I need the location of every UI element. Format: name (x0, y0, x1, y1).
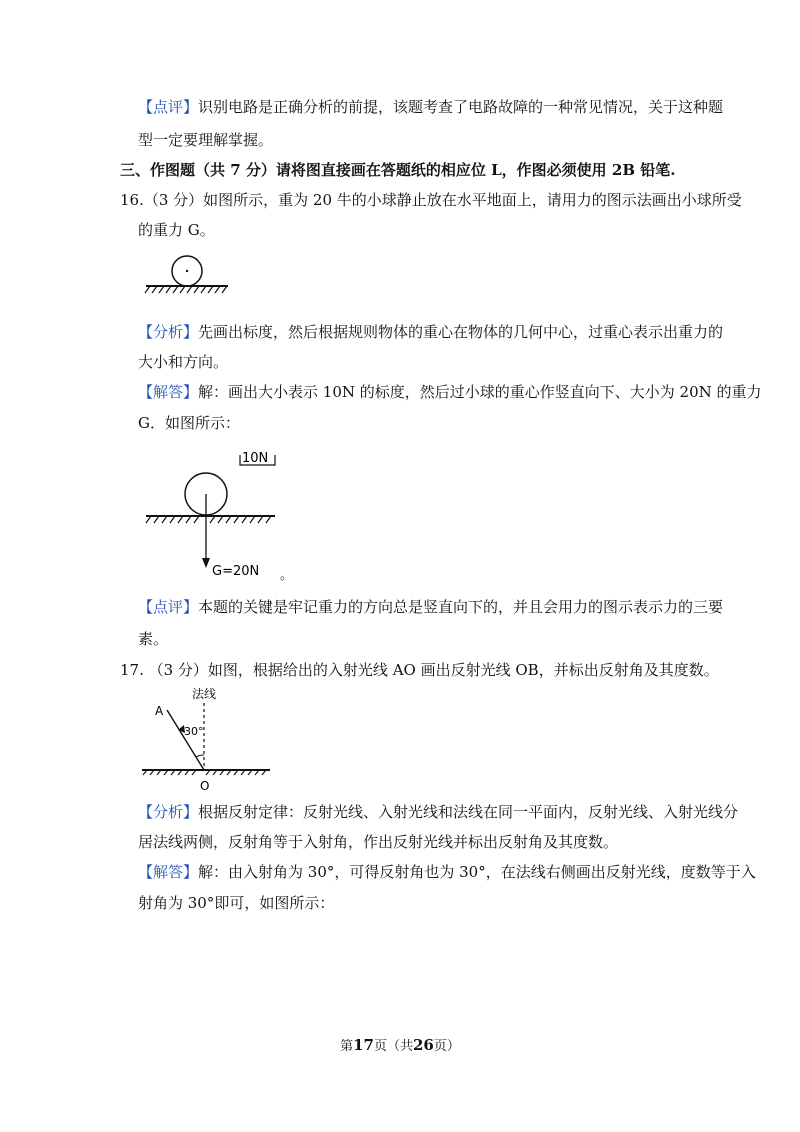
answer-paragraph-17 (138, 862, 756, 882)
review-tag: 【点评】 (138, 98, 199, 116)
answer-tag: 【解答】 (138, 863, 199, 881)
section-heading: 三、作图题（共 7 分）请将图直接画在答题纸的相应位 L，作图必须使用 2B 铅笔. (120, 161, 676, 179)
analysis-tag: 【分析】 (138, 803, 199, 821)
ball-on-ground-figure (140, 250, 240, 298)
review-text: 识别电路是正确分析的前提，该题考查了电路故障的一种常见情况，关于这种题 (198, 98, 724, 116)
analysis-paragraph-16 (138, 322, 723, 342)
analysis-text-line2: 大小和方向。 (138, 353, 229, 371)
page-number: 17 (353, 1036, 374, 1054)
review-text: 本题的关键是牢记重力的方向总是竖直向下的，并且会用力的图示表示力的三要 (198, 598, 724, 616)
page-mid: 页（共 (373, 1039, 413, 1054)
point-a-label: A (155, 704, 164, 718)
incident-ray (167, 710, 204, 770)
gravity-force-figure (140, 445, 300, 585)
review-text-line2: 型一定要理解掌握。 (138, 131, 274, 149)
question-16-text: 16.（3 分）如图所示，重为 20 牛的小球静止放在水平地面上，请用力的图示法画出小球所受 (120, 191, 742, 209)
reflection-figure (140, 683, 280, 795)
analysis-text: 先画出标度，然后根据规则物体的重心在物体的几何中心，过重心表示出重力的 (198, 323, 724, 341)
ground-hatching (146, 516, 271, 523)
review-paragraph-16 (138, 597, 723, 617)
review-paragraph-1 (138, 97, 723, 117)
ground-hatching (145, 286, 227, 293)
answer-tag: 【解答】 (138, 383, 199, 401)
answer-text-line2: 射角为 30°即可，如图所示： (138, 894, 335, 912)
page-prefix: 第 (340, 1039, 354, 1054)
analysis-paragraph-17 (138, 802, 738, 822)
review-text-line2: 素。 (138, 630, 169, 648)
analysis-text: 根据反射定律：反射光线、入射光线和法线在同一平面内，反射光线、入射光线分 (198, 803, 739, 821)
page-total: 26 (413, 1036, 434, 1054)
figure-period: 。 (280, 568, 294, 583)
answer-text-line2: G．如图所示： (138, 414, 240, 432)
answer-text: 解：画出大小表示 10N 的标度，然后过小球的重心作竖直向下、大小为 20N 的重力 (198, 383, 762, 401)
ball-center (186, 270, 188, 272)
analysis-tag: 【分析】 (138, 323, 199, 341)
question-16-text-line2: 的重力 G。 (138, 221, 215, 239)
angle-arc (196, 755, 204, 757)
analysis-text-line2: 居法线两侧，反射角等于入射角，作出反射光线并标出反射角及其度数。 (138, 833, 619, 851)
gravity-arrow-head (202, 558, 210, 568)
force-label: G=20N (212, 564, 260, 579)
point-o-label: O (200, 779, 210, 793)
normal-label: 法线 (192, 687, 217, 701)
question-17-text: 17. （3 分）如图，根据给出的入射光线 AO 画出反射光线 OB，并标出反射角及其度数。 (120, 661, 719, 679)
answer-paragraph-16 (138, 382, 762, 402)
scale-label: 10N (242, 451, 269, 466)
review-tag: 【点评】 (138, 598, 199, 616)
page-suffix: 页） (433, 1039, 460, 1054)
page-footer (0, 1035, 800, 1057)
answer-text: 解：由入射角为 30°，可得反射角也为 30°，在法线右侧画出反射光线，度数等于入 (198, 863, 756, 881)
angle-label: 30° (184, 725, 204, 738)
